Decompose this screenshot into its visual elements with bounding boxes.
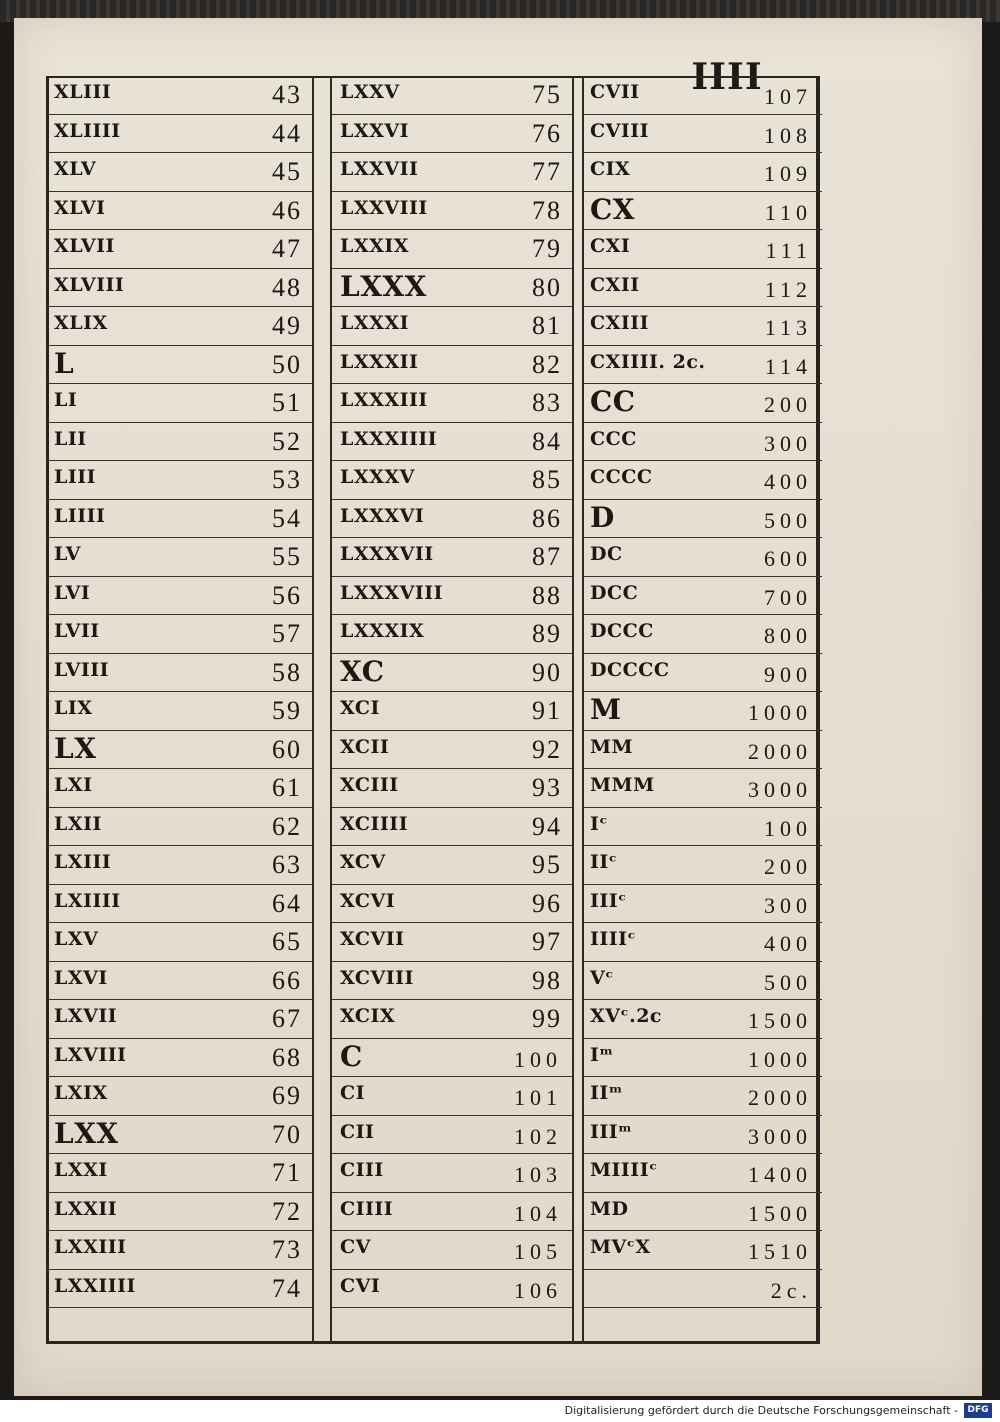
arabic-numeral: 600: [764, 546, 812, 571]
roman-numeral: XLVI: [54, 196, 106, 219]
arabic-numeral: 48: [272, 272, 302, 302]
table-row: [584, 346, 822, 385]
arabic-numeral: 84: [532, 426, 562, 456]
arabic-numeral: 800: [764, 623, 812, 648]
table-row: [332, 615, 572, 654]
book-page: [14, 18, 982, 1396]
table-row: [46, 962, 312, 1001]
arabic-numeral: 89: [532, 619, 562, 648]
table-row: [46, 769, 312, 808]
roman-numeral: XCII: [340, 735, 390, 758]
table-row: [332, 731, 572, 770]
arabic-numeral: 53: [272, 465, 302, 494]
arabic-numeral: 50: [272, 349, 302, 379]
table-row: [46, 923, 312, 962]
arabic-numeral: 44: [272, 118, 302, 148]
table-row: [46, 808, 312, 847]
arabic-numeral: 71: [272, 1158, 302, 1187]
table-row: [332, 1193, 572, 1232]
arabic-numeral: 56: [272, 580, 302, 610]
table-row: [46, 654, 312, 693]
table-row: [332, 654, 572, 693]
roman-numeral: LXVIII: [54, 1043, 127, 1066]
arabic-numeral: 200: [764, 854, 812, 879]
arabic-numeral: 110: [764, 199, 812, 225]
arabic-numeral: 49: [272, 311, 302, 340]
table-row: [332, 692, 572, 731]
roman-numeral: IIᶜ: [590, 851, 618, 873]
table-row: [332, 577, 572, 616]
table-row: [46, 615, 312, 654]
arabic-numeral: 91: [532, 696, 562, 725]
table-row: [46, 731, 312, 770]
arabic-numeral: 2000: [748, 738, 812, 764]
roman-numeral: LXXXVI: [340, 504, 425, 527]
roman-numeral: CIIII: [340, 1197, 394, 1220]
numeral-table: [46, 76, 820, 1344]
table-row: [46, 230, 312, 269]
roman-numeral: XLVII: [54, 235, 115, 257]
roman-numeral: XCIII: [340, 774, 399, 796]
arabic-numeral: 64: [272, 888, 302, 918]
table-row: [46, 885, 312, 924]
arabic-numeral: 85: [532, 465, 562, 494]
arabic-numeral: 94: [532, 811, 562, 841]
table-row: [584, 461, 822, 500]
roman-numeral: IIᵐ: [590, 1082, 624, 1104]
table-row: [332, 1154, 572, 1193]
table-row: [46, 307, 312, 346]
roman-numeral: L: [54, 346, 75, 380]
table-row: [46, 461, 312, 500]
arabic-numeral: 80: [532, 272, 562, 302]
roman-numeral: IIIᵐ: [590, 1120, 633, 1143]
roman-numeral: LXXXV: [340, 466, 415, 488]
table-row: [332, 1077, 572, 1116]
roman-numeral: LXXXII: [340, 350, 419, 373]
arabic-numeral: 2c.: [770, 1277, 812, 1303]
arabic-numeral: 112: [764, 276, 812, 302]
arabic-numeral: 100: [514, 1046, 562, 1072]
arabic-numeral: 68: [272, 1042, 302, 1072]
roman-numeral: LXXIIII: [54, 1274, 136, 1297]
table-column-2: [330, 76, 574, 1344]
arabic-numeral: 105: [514, 1239, 562, 1264]
arabic-numeral: 95: [532, 850, 562, 879]
roman-numeral: LXXIX: [340, 235, 409, 257]
roman-numeral: LV: [54, 543, 81, 565]
table-row: [332, 808, 572, 847]
arabic-numeral: 107: [764, 84, 812, 109]
table-row: [332, 885, 572, 924]
table-row: [584, 115, 822, 154]
table-row: [46, 115, 312, 154]
roman-numeral: LVI: [54, 581, 91, 604]
table-row: [46, 1154, 312, 1193]
table-row: [584, 307, 822, 346]
arabic-numeral: 63: [272, 850, 302, 879]
arabic-numeral: 3000: [748, 777, 812, 802]
footer-credit: Digitalisierung gefördert durch die Deutsche Forschungsgemeinschaft -: [564, 1404, 958, 1417]
table-row: [46, 1231, 312, 1270]
roman-numeral: CVIII: [590, 119, 650, 142]
table-row: [46, 500, 312, 539]
dfg-logo: DFG: [964, 1403, 992, 1418]
table-row: [584, 962, 822, 1001]
roman-numeral: XCI: [340, 697, 380, 719]
arabic-numeral: 67: [272, 1004, 302, 1033]
digitization-footer: [0, 1400, 1000, 1422]
arabic-numeral: 114: [764, 353, 812, 379]
table-row: [584, 76, 822, 115]
roman-numeral: C: [340, 1039, 363, 1073]
arabic-numeral: 102: [514, 1123, 562, 1149]
table-row: [584, 153, 822, 192]
arabic-numeral: 96: [532, 888, 562, 918]
arabic-numeral: 1500: [748, 1008, 812, 1033]
arabic-numeral: 98: [532, 965, 562, 995]
table-row: [332, 962, 572, 1001]
table-row: [332, 269, 572, 308]
roman-numeral: XLVIII: [54, 273, 125, 296]
table-row: [584, 731, 822, 770]
table-row: [584, 1231, 822, 1270]
roman-numeral: Iᶜ: [590, 812, 609, 835]
table-row: [584, 423, 822, 462]
roman-numeral: CXIII: [590, 312, 650, 334]
table-row: [332, 1270, 572, 1309]
arabic-numeral: 99: [532, 1004, 562, 1033]
roman-numeral: CI: [340, 1082, 366, 1104]
roman-numeral: LXVI: [54, 966, 108, 989]
arabic-numeral: 51: [272, 388, 302, 417]
roman-numeral: CX: [590, 192, 636, 226]
roman-numeral: LXVII: [54, 1005, 118, 1027]
table-row: [332, 384, 572, 423]
roman-numeral: LXXV: [340, 81, 400, 103]
table-row: [332, 1000, 572, 1039]
arabic-numeral: 500: [764, 507, 812, 533]
table-row: [584, 1039, 822, 1078]
arabic-numeral: 75: [532, 80, 562, 109]
roman-numeral: LXXX: [340, 269, 427, 303]
arabic-numeral: 58: [272, 657, 302, 687]
roman-numeral: LVII: [54, 620, 100, 642]
roman-numeral: XCVI: [340, 889, 396, 912]
arabic-numeral: 55: [272, 542, 302, 571]
table-row: [46, 1270, 312, 1309]
table-row: [584, 1154, 822, 1193]
table-row: [332, 1116, 572, 1155]
table-row: [332, 461, 572, 500]
table-row: [46, 153, 312, 192]
table-row: [46, 692, 312, 731]
roman-numeral: MMM: [590, 774, 655, 796]
roman-numeral: LXXXIX: [340, 620, 425, 642]
roman-numeral: LXXXIIII: [340, 427, 438, 450]
table-row: [332, 769, 572, 808]
roman-numeral: LXXXVII: [340, 543, 434, 565]
arabic-numeral: 1500: [748, 1200, 812, 1226]
table-row: [584, 192, 822, 231]
arabic-numeral: 60: [272, 734, 302, 764]
roman-numeral: CV: [340, 1236, 371, 1258]
roman-numeral: MIIIIᶜ: [590, 1159, 658, 1181]
table-row: [332, 76, 572, 115]
table-row: [584, 654, 822, 693]
table-row: [332, 1039, 572, 1078]
table-row: [584, 500, 822, 539]
table-row: [46, 1193, 312, 1232]
roman-numeral: XC: [340, 654, 385, 688]
table-row: [46, 1116, 312, 1155]
roman-numeral: CIII: [340, 1159, 384, 1181]
table-column-1: [46, 76, 314, 1344]
arabic-numeral: 69: [272, 1081, 302, 1110]
arabic-numeral: 47: [272, 234, 302, 263]
roman-numeral: DCCC: [590, 620, 654, 642]
roman-numeral: CCCC: [590, 466, 653, 488]
arabic-numeral: 103: [514, 1162, 562, 1187]
arabic-numeral: 500: [764, 969, 812, 995]
table-row: [46, 1039, 312, 1078]
table-row: [584, 885, 822, 924]
table-row: [46, 1077, 312, 1116]
roman-numeral: CVII: [590, 81, 640, 103]
table-row: [584, 577, 822, 616]
roman-numeral: LX: [54, 731, 97, 765]
roman-numeral: CXI: [590, 235, 631, 257]
table-row: [584, 808, 822, 847]
roman-numeral: XLIIII: [54, 119, 121, 142]
roman-numeral: LXXIII: [54, 1236, 127, 1258]
roman-numeral: LXXXIII: [340, 389, 428, 411]
roman-numeral: CIX: [590, 158, 631, 180]
roman-numeral: DC: [590, 543, 623, 565]
arabic-numeral: 59: [272, 696, 302, 725]
table-row: [584, 1270, 822, 1309]
roman-numeral: LXXVII: [340, 158, 419, 180]
table-row: [584, 1077, 822, 1116]
arabic-numeral: 111: [765, 238, 812, 263]
arabic-numeral: 300: [764, 892, 812, 918]
arabic-numeral: 61: [272, 773, 302, 802]
roman-numeral: LXX: [54, 1116, 119, 1150]
arabic-numeral: 83: [532, 388, 562, 417]
arabic-numeral: 97: [532, 927, 562, 956]
arabic-numeral: 77: [532, 157, 562, 186]
arabic-numeral: 88: [532, 580, 562, 610]
arabic-numeral: 400: [764, 469, 812, 494]
arabic-numeral: 1000: [748, 700, 812, 725]
arabic-numeral: 92: [532, 734, 562, 764]
table-row: [332, 230, 572, 269]
roman-numeral: CCC: [590, 427, 637, 450]
table-row: [46, 384, 312, 423]
arabic-numeral: 101: [514, 1085, 562, 1110]
roman-numeral: LXIII: [54, 851, 112, 873]
table-row: [332, 153, 572, 192]
table-row: [584, 269, 822, 308]
arabic-numeral: 2000: [748, 1085, 812, 1110]
roman-numeral: XCIX: [340, 1005, 396, 1027]
table-row: [332, 1231, 572, 1270]
roman-numeral: LI: [54, 389, 78, 411]
table-row: [584, 1000, 822, 1039]
roman-numeral: LXXXI: [340, 312, 409, 334]
roman-numeral: MVᶜX: [590, 1236, 651, 1258]
table-row: [332, 423, 572, 462]
roman-numeral: LXII: [54, 812, 102, 835]
roman-numeral: LXV: [54, 928, 99, 950]
roman-numeral: XLV: [54, 158, 97, 180]
arabic-numeral: 90: [532, 657, 562, 687]
roman-numeral: LIIII: [54, 504, 106, 527]
arabic-numeral: 43: [272, 80, 302, 109]
roman-numeral: DCC: [590, 581, 639, 604]
roman-numeral: XVᶜ.2c: [590, 1005, 663, 1027]
arabic-numeral: 400: [764, 931, 812, 956]
arabic-numeral: 86: [532, 503, 562, 533]
table-row: [584, 923, 822, 962]
roman-numeral: LIX: [54, 697, 93, 719]
arabic-numeral: 66: [272, 965, 302, 995]
arabic-numeral: 106: [514, 1277, 562, 1303]
table-row: [332, 538, 572, 577]
roman-numeral: LVIII: [54, 658, 110, 681]
table-row: [584, 1116, 822, 1155]
table-row: [584, 1193, 822, 1232]
arabic-numeral: 45: [272, 157, 302, 186]
arabic-numeral: 900: [764, 661, 812, 687]
table-row: [584, 769, 822, 808]
table-row: [584, 615, 822, 654]
roman-numeral: D: [590, 500, 615, 534]
arabic-numeral: 100: [764, 815, 812, 841]
roman-numeral: XCVII: [340, 928, 405, 950]
table-row: [46, 192, 312, 231]
arabic-numeral: 65: [272, 927, 302, 956]
roman-numeral: CXIIII. 2c.: [590, 350, 706, 373]
table-row: [46, 76, 312, 115]
arabic-numeral: 300: [764, 430, 812, 456]
roman-numeral: CC: [590, 385, 636, 418]
roman-numeral: Iᵐ: [590, 1043, 614, 1066]
roman-numeral: XLIX: [54, 312, 108, 334]
table-row: [46, 346, 312, 385]
roman-numeral: LXIIII: [54, 889, 121, 912]
arabic-numeral: 78: [532, 195, 562, 225]
arabic-numeral: 74: [272, 1273, 302, 1303]
roman-numeral: IIIIᶜ: [590, 928, 637, 950]
roman-numeral: XCIIII: [340, 812, 409, 835]
roman-numeral: MM: [590, 735, 634, 758]
arabic-numeral: 108: [764, 122, 812, 148]
table-row: [332, 923, 572, 962]
arabic-numeral: 1000: [748, 1046, 812, 1072]
table-row: [584, 230, 822, 269]
table-row: [332, 307, 572, 346]
roman-numeral: MD: [590, 1197, 629, 1220]
roman-numeral: LIII: [54, 466, 97, 488]
arabic-numeral: 1400: [748, 1162, 812, 1187]
roman-numeral: LXXVI: [340, 119, 409, 142]
running-head: IIII: [691, 56, 763, 98]
arabic-numeral: 1510: [748, 1239, 812, 1264]
table-row: [584, 692, 822, 731]
table-row: [584, 384, 822, 423]
arabic-numeral: 79: [532, 234, 562, 263]
table-row: [332, 346, 572, 385]
table-row: [332, 846, 572, 885]
arabic-numeral: 93: [532, 773, 562, 802]
arabic-numeral: 113: [764, 315, 812, 340]
table-row: [46, 846, 312, 885]
roman-numeral: LXI: [54, 774, 93, 796]
table-row: [332, 115, 572, 154]
arabic-numeral: 104: [514, 1200, 562, 1226]
arabic-numeral: 52: [272, 426, 302, 456]
roman-numeral: DCCCC: [590, 658, 670, 681]
roman-numeral: LXXXVIII: [340, 581, 443, 604]
roman-numeral: XCVIII: [340, 966, 414, 989]
roman-numeral: CII: [340, 1120, 375, 1143]
roman-numeral: CXII: [590, 273, 640, 296]
arabic-numeral: 109: [764, 161, 812, 186]
table-row: [46, 1000, 312, 1039]
arabic-numeral: 54: [272, 503, 302, 533]
arabic-numeral: 700: [764, 584, 812, 610]
roman-numeral: LII: [54, 427, 87, 450]
roman-numeral: XLIII: [54, 81, 112, 103]
arabic-numeral: 72: [272, 1196, 302, 1226]
arabic-numeral: 62: [272, 811, 302, 841]
roman-numeral: LXXI: [54, 1159, 108, 1181]
roman-numeral: LXXVIII: [340, 196, 428, 219]
table-row: [332, 500, 572, 539]
table-row: [584, 846, 822, 885]
table-row: [46, 538, 312, 577]
arabic-numeral: 46: [272, 195, 302, 225]
arabic-numeral: 57: [272, 619, 302, 648]
table-row: [46, 269, 312, 308]
arabic-numeral: 82: [532, 349, 562, 379]
roman-numeral: M: [590, 693, 622, 726]
roman-numeral: XCV: [340, 851, 386, 873]
roman-numeral: LXIX: [54, 1082, 108, 1104]
table-column-3: [582, 76, 822, 1344]
roman-numeral: Vᶜ: [590, 966, 614, 989]
arabic-numeral: 3000: [748, 1123, 812, 1149]
roman-numeral: CVI: [340, 1274, 381, 1297]
table-row: [46, 423, 312, 462]
arabic-numeral: 76: [532, 118, 562, 148]
arabic-numeral: 200: [764, 392, 812, 417]
roman-numeral: LXXII: [54, 1197, 118, 1220]
arabic-numeral: 81: [532, 311, 562, 340]
arabic-numeral: 87: [532, 542, 562, 571]
arabic-numeral: 73: [272, 1235, 302, 1264]
table-row: [332, 192, 572, 231]
table-row: [46, 577, 312, 616]
table-row: [584, 538, 822, 577]
arabic-numeral: 70: [272, 1119, 302, 1149]
roman-numeral: IIIᶜ: [590, 889, 627, 912]
